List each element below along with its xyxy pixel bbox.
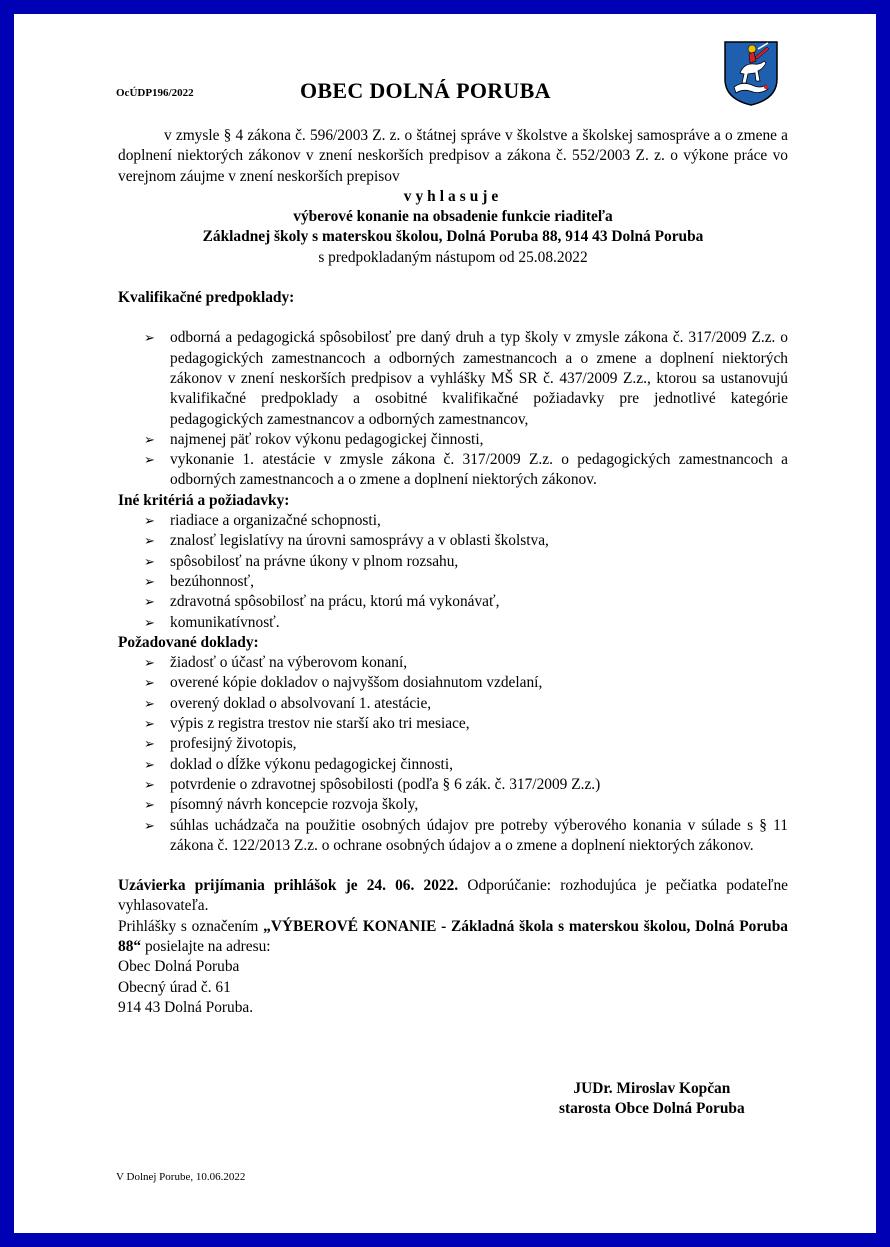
arrow-bullet-icon: ➢: [144, 716, 155, 732]
arrow-bullet-icon: ➢: [144, 655, 155, 671]
list-item: ➢ doklad o dĺžke výkonu pedagogickej činnosti,: [118, 755, 788, 775]
signatory-role: starosta Obce Dolná Poruba: [559, 1100, 745, 1118]
arrow-bullet-icon: ➢: [144, 756, 155, 772]
documents-list: [118, 653, 788, 856]
arrow-bullet-icon: ➢: [144, 513, 155, 529]
deadline-paragraph: [118, 876, 788, 917]
arrow-bullet-icon: ➢: [144, 797, 155, 813]
arrow-bullet-icon: ➢: [144, 675, 155, 691]
subject-line-1: výberové konanie na obsadenie funkcie riaditeľa: [293, 208, 613, 226]
subject-line-2: Základnej školy s materskou školou, Dolná Poruba 88, 914 43 Dolná Poruba: [202, 228, 704, 246]
list-item: ➢ súhlas uchádzača na použitie osobných údajov pre potreby výberového konania v súlade s § 11 zákona č. 122/2013 Z.z. o ochrane osobných údajov a o zmene a doplnení niektorých zákonov.: [144, 816, 788, 854]
list-item: ➢ najmenej päť rokov výkonu pedagogickej činnosti,: [118, 430, 788, 450]
criteria-list: [118, 511, 788, 633]
list-item: ➢ výpis z registra trestov nie starší ako tri mesiace,: [118, 714, 788, 734]
list-item: ➢ komunikatívnosť.: [118, 613, 788, 633]
coat-of-arms-icon: [722, 39, 780, 107]
submission-prefix: Prihlášky s označením: [118, 917, 264, 935]
documents-heading: Požadované doklady:: [118, 633, 259, 651]
list-item: ➢ znalosť legislatívy na úrovni samosprávy a v oblasti školstva,: [118, 531, 788, 551]
submission-suffix: posielajte na adresu:: [141, 937, 271, 955]
arrow-bullet-icon: ➢: [144, 695, 155, 711]
list-item: ➢ potvrdenie o zdravotnej spôsobilosti (podľa § 6 zák. č. 317/2009 Z.z.): [118, 775, 788, 795]
arrow-bullet-icon: ➢: [144, 594, 155, 610]
list-item: ➢ spôsobilosť na právne úkony v plnom rozsahu,: [118, 552, 788, 572]
address-line: 914 43 Dolná Poruba.: [118, 998, 254, 1016]
list-item: ➢ žiadosť o účasť na výberovom konaní,: [118, 653, 788, 673]
criteria-heading: Iné kritériá a požiadavky:: [118, 491, 290, 509]
document-body: [118, 126, 788, 1018]
deadline-note: Odporúčanie: rozhodujúca je pečiatka podateľne vyhlasovateľa.: [118, 877, 788, 915]
arrow-bullet-icon: ➢: [144, 431, 155, 447]
address-line: Obec Dolná Poruba: [118, 958, 240, 976]
document-title: OBEC DOLNÁ PORUBA: [300, 78, 551, 103]
list-item: ➢ odborná a pedagogická spôsobilosť pre daný druh a typ školy v zmysle zákona č. 317/2009 Z.z. o pedagogických zamestnancoch a odborných zamestnancoch a o zmene a doplnení niektorých zákonov v znení neskorších predpisov a vyhlášky MŠ SR č. 437/2009 Z.z., ktorou sa ustanovujú kvalifikačné predpoklady a osobitné kvalifikačné požiadavky pre jednotlivé kategórie pedagogických zamestnancov a odborných zamestnancov,: [144, 329, 788, 428]
list-item: ➢ profesijný životopis,: [118, 734, 788, 754]
deadline-text: Uzávierka prijímania prihlášok je 24. 06. 2022.: [118, 877, 459, 895]
signatory-name: JUDr. Miroslav Kopčan: [573, 1080, 731, 1097]
arrow-bullet-icon: ➢: [144, 736, 155, 752]
submission-paragraph: [118, 917, 788, 958]
arrow-bullet-icon: ➢: [144, 817, 155, 833]
arrow-bullet-icon: ➢: [144, 553, 155, 569]
list-item: ➢ zdravotná spôsobilosť na prácu, ktorú má vykonávať,: [118, 592, 788, 612]
reference-number: OcÚDP196/2022: [116, 87, 194, 99]
list-item: ➢ overený doklad o absolvovaní 1. atestácie,: [118, 694, 788, 714]
arrow-bullet-icon: ➢: [144, 573, 155, 589]
arrow-bullet-icon: ➢: [144, 533, 155, 549]
signature-block: [559, 1079, 745, 1120]
document-page: [14, 14, 876, 1233]
list-item: ➢ riadiace a organizačné schopnosti,: [118, 511, 788, 531]
arrow-bullet-icon: ➢: [144, 330, 155, 346]
submission-label: „VÝBEROVÉ KONANIE - Základná škola s materskou školou, Dolná Poruba 88“: [118, 917, 788, 955]
start-date-line: s predpokladaným nástupom od 25.08.2022: [318, 248, 588, 266]
list-item: ➢ písomný návrh koncepcie rozvoja školy,: [118, 795, 788, 815]
address-line: Obecný úrad č. 61: [118, 978, 231, 996]
qualifications-list: [118, 328, 788, 490]
arrow-bullet-icon: ➢: [144, 452, 155, 468]
qualifications-heading: Kvalifikačné predpoklady:: [118, 289, 295, 307]
list-item: ➢ overené kópie dokladov o najvyššom dosiahnutom vzdelaní,: [118, 673, 788, 693]
announce-heading: vyhlasuje: [403, 187, 503, 205]
list-item: ➢ bezúhonnosť,: [118, 572, 788, 592]
intro-paragraph: v zmysle § 4 zákona č. 596/2003 Z. z. o štátnej správe v školstve a školskej samospráve a o zmene a doplnení niektorých zákonov v znení neskorších predpisov a zákona č. 552/2003 Z. z. o výkone práce vo verejnom záujme v znení neskorších prepisov: [118, 127, 788, 185]
footer-date: V Dolnej Porube, 10.06.2022: [116, 1171, 246, 1183]
arrow-bullet-icon: ➢: [144, 776, 155, 792]
list-item: ➢ vykonanie 1. atestácie v zmysle zákona č. 317/2009 Z.z. o pedagogických zamestnancoch a odborných zamestnancoch a o zmene a doplnení niektorých zákonov.: [144, 451, 788, 489]
arrow-bullet-icon: ➢: [144, 614, 155, 630]
